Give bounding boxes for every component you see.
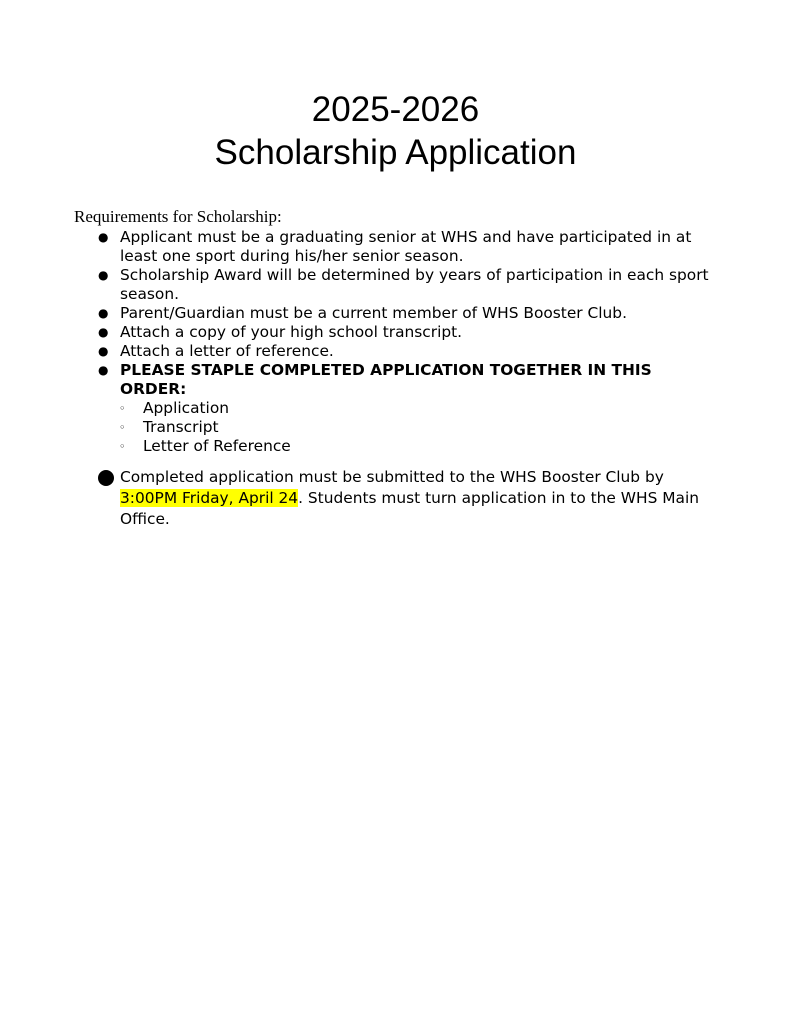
bullet-icon: ● xyxy=(98,363,109,377)
list-item xyxy=(0,228,720,266)
submission-note xyxy=(0,467,791,530)
list-item xyxy=(0,323,720,342)
large-bullet-icon xyxy=(98,470,114,486)
requirements-heading: Requirements for Scholarship: xyxy=(74,207,282,226)
list-item-text: Attach a copy of your high school transcript. xyxy=(120,323,463,341)
order-item-application xyxy=(0,399,791,418)
bullet-icon: ● xyxy=(98,306,109,320)
order-item-transcript xyxy=(0,418,791,437)
order-item-text: Letter of Reference xyxy=(143,437,291,455)
staple-instruction-item xyxy=(0,361,720,399)
bullet-icon: ● xyxy=(98,325,109,339)
bullet-icon: ● xyxy=(98,268,109,282)
deadline-highlight: 3:00PM Friday, April 24 xyxy=(120,489,299,507)
order-item-letter xyxy=(0,437,791,456)
order-item-text: Transcript xyxy=(143,418,219,436)
list-item-text: Parent/Guardian must be a current member of WHS Booster Club. xyxy=(120,304,627,322)
order-item-text: Application xyxy=(143,399,229,417)
list-item-text: Attach a letter of reference. xyxy=(120,342,334,360)
hollow-bullet-icon: ◦ xyxy=(119,440,126,453)
staple-instruction-text: PLEASE STAPLE COMPLETED APPLICATION TOGETHER IN THIS ORDER: xyxy=(120,361,652,398)
list-item-text: Applicant must be a graduating senior at WHS and have participated in at least one sport during his/her senior season. xyxy=(120,228,692,265)
submission-text-before: Completed application must be submitted to the WHS Booster Club by xyxy=(120,468,664,486)
hollow-bullet-icon: ◦ xyxy=(119,402,126,415)
requirements-list xyxy=(0,228,791,456)
title-year: 2025-2026 xyxy=(311,90,480,129)
page-title: Scholarship Application xyxy=(214,133,577,172)
list-item xyxy=(0,342,720,361)
list-item xyxy=(0,266,720,304)
hollow-bullet-icon: ◦ xyxy=(119,421,126,434)
bullet-icon: ● xyxy=(98,230,109,244)
list-item-text: Scholarship Award will be determined by years of participation in each sport season. xyxy=(120,266,709,303)
submission-text-after: . Students must turn application in to the WHS Main Office. xyxy=(120,489,699,528)
bullet-icon: ● xyxy=(98,344,109,358)
list-item xyxy=(0,304,720,323)
